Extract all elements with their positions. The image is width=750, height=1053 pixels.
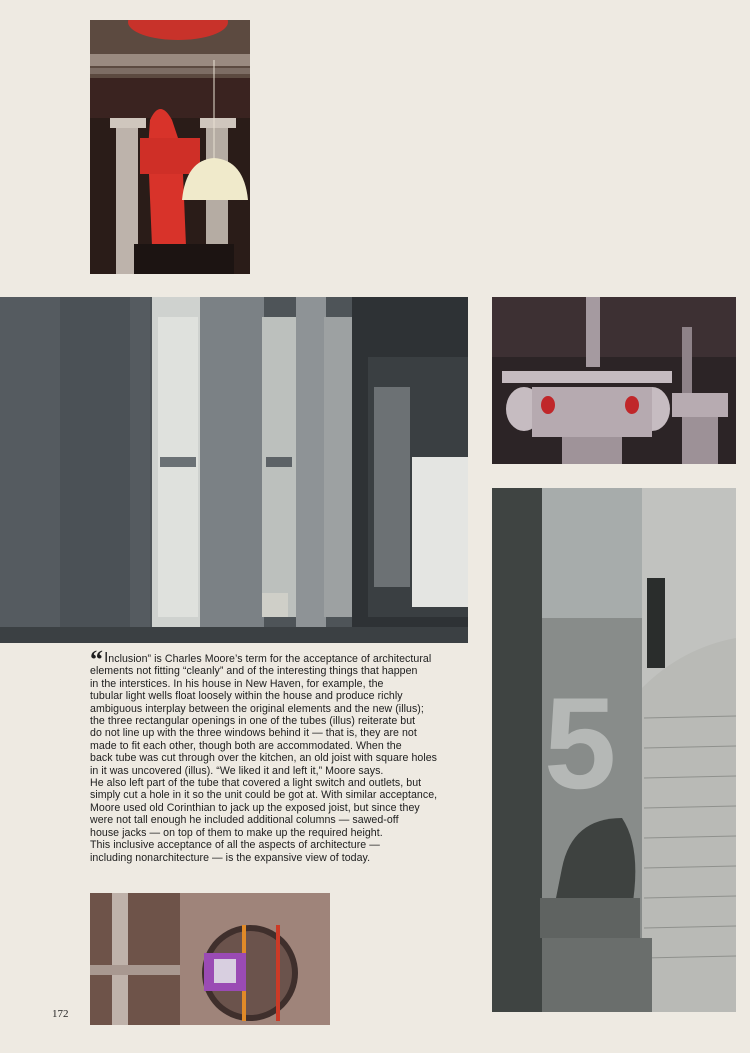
page-number: 172 <box>52 1008 69 1020</box>
lead-initial: I <box>104 649 109 666</box>
corinthian-capitals-photo <box>492 297 736 464</box>
light-wells-photo <box>0 297 468 643</box>
article-body <box>90 645 462 864</box>
outlet-hole-photo <box>90 893 330 1025</box>
red-figure-photo <box>90 20 250 274</box>
article-paragraph <box>90 645 462 864</box>
article-text: nclusion” is Charles Moore’s term for the acceptance of architectural elements not fitting “cleanly” and of the interesting things that happen in the interstices. In his house in New Haven, for example, the tubular light wells float loosely within the house and produce richly ambiguous interplay between the original elements and the new (illus); the three rectangular openings in one of the tubes (illus) reiterate but do not line up with the three windows behind it — that is, they are not made to fit each other, though both are accommodated. When the back tube was cut through over the kitchen, an old joist with square holes in it was uncovered (illus). “We liked it and left it,” Moore says. He also left part of the tube that covered a light switch and outlets, but simply cut a hole in it so the unit could be got at. With similar acceptance, Moore used old Corinthian to jack up the exposed joist, but since they were not tall enough he included additional columns — sawed-off house jacks — on top of them to make up the required height. This inclusive acceptance of all the aspects of architecture — including nonarchitecture — is the expansive view of today. <box>90 653 438 864</box>
corridor-numeral: 5 <box>544 670 617 816</box>
drop-quote-mark: “ <box>90 645 104 674</box>
corridor-numeral-photo <box>492 488 736 1012</box>
